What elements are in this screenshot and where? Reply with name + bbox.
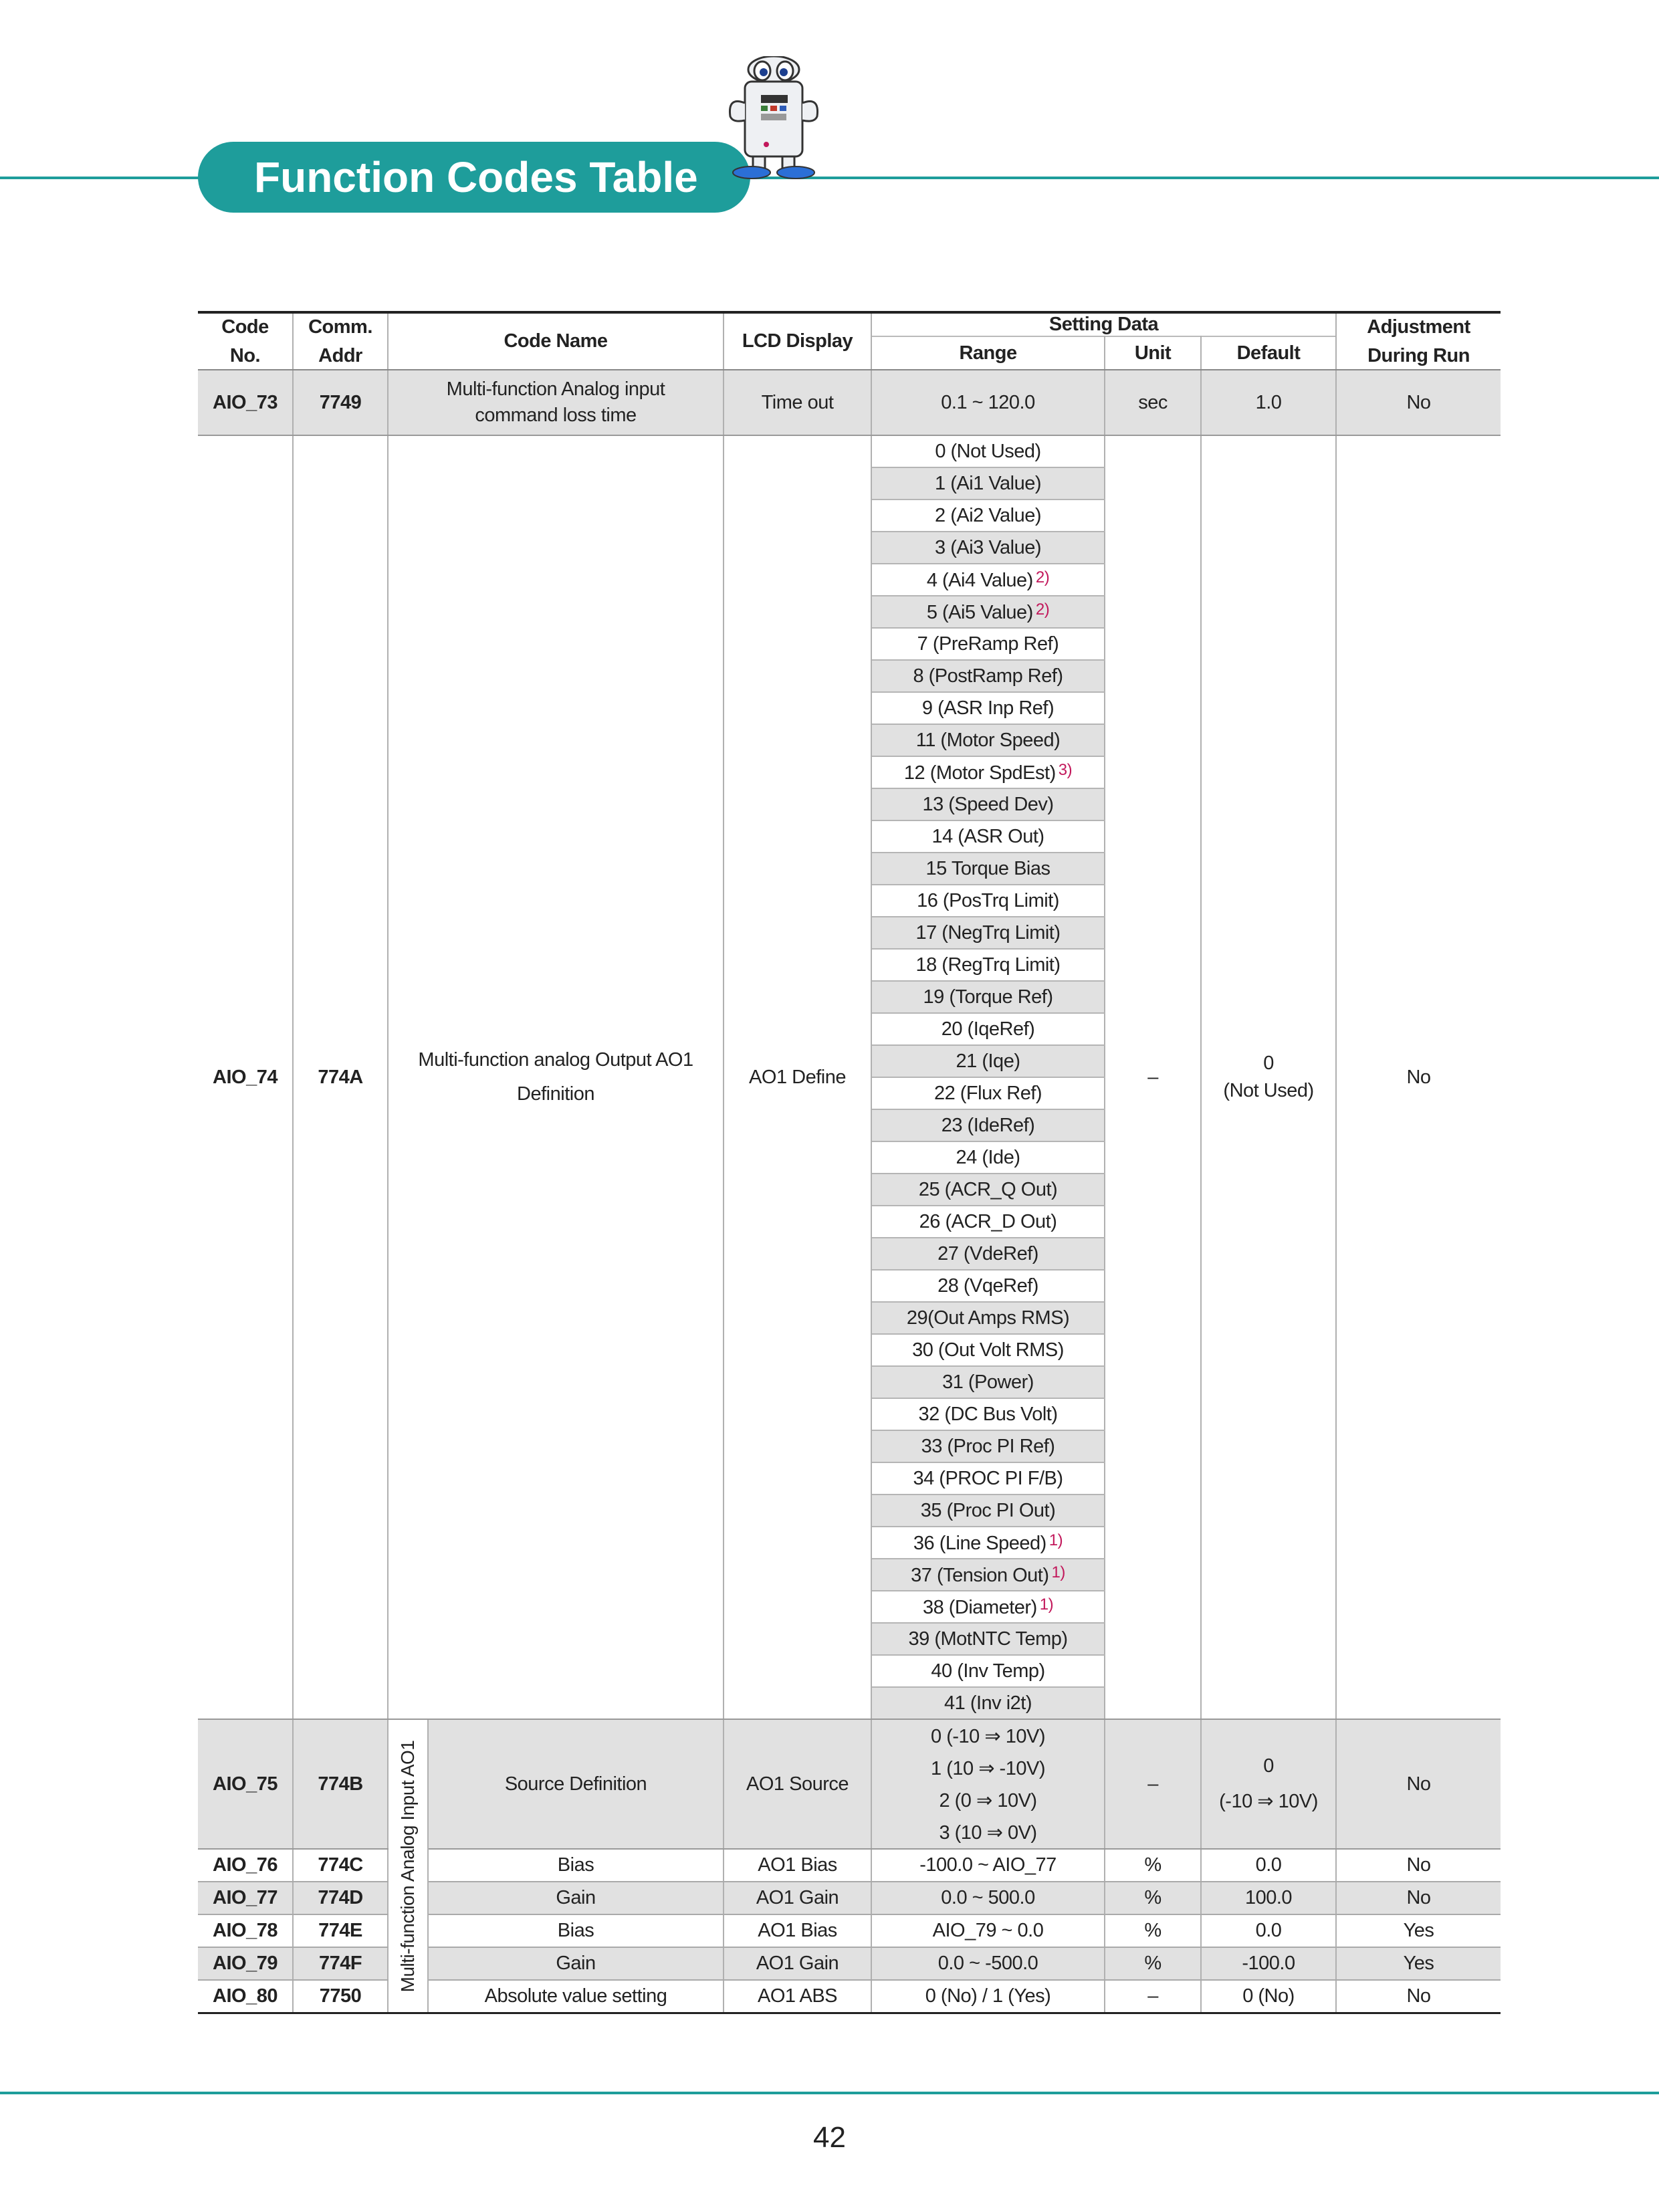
footnote-marker: 1) xyxy=(1051,1563,1065,1581)
addr-cell: 774A xyxy=(293,435,388,1719)
lcd-cell: AO1 Gain xyxy=(724,1947,871,1980)
name-cell: Multi-function analog Output AO1 Definition xyxy=(388,435,724,1719)
range-option: 1 (10 ⇒ -10V) xyxy=(871,1752,1105,1784)
adjustment-cell: No xyxy=(1336,1849,1501,1882)
unit-cell: – xyxy=(1105,435,1201,1719)
range-cell: 0 (No) / 1 (Yes) xyxy=(871,1980,1105,2013)
range-option: 4 (Ai4 Value) $^{2)}$ xyxy=(871,564,1105,596)
footnote-marker: 2) xyxy=(1035,568,1050,586)
lcd-cell: AO1 Bias xyxy=(724,1849,871,1882)
header-range: Range xyxy=(871,336,1105,370)
range-option: 15 Torque Bias xyxy=(871,853,1105,885)
range-option: 19 (Torque Ref) xyxy=(871,981,1105,1013)
range-option: 30 (Out Volt RMS) xyxy=(871,1334,1105,1366)
range-option: 21 (Iqe) xyxy=(871,1045,1105,1077)
range-option: 14 (ASR Out) xyxy=(871,820,1105,853)
name-cell: Source Definition xyxy=(428,1719,724,1849)
addr-cell: 7750 xyxy=(293,1980,388,2013)
unit-cell: – xyxy=(1105,1980,1201,2013)
lcd-cell: AO1 ABS xyxy=(724,1980,871,2013)
default-cell: 0.0 xyxy=(1201,1914,1336,1947)
range-option: 32 (DC Bus Volt) xyxy=(871,1398,1105,1430)
range-option: 3 (10 ⇒ 0V) xyxy=(871,1816,1105,1849)
range-option: 0 (Not Used) xyxy=(871,435,1105,467)
adjustment-cell: Yes xyxy=(1336,1914,1501,1947)
range-option: 35 (Proc PI Out) xyxy=(871,1495,1105,1527)
unit-cell: % xyxy=(1105,1849,1201,1882)
range-option: 17 (NegTrq Limit) xyxy=(871,917,1105,949)
unit-cell: % xyxy=(1105,1914,1201,1947)
code-cell: AIO_74 xyxy=(198,435,293,1719)
name-cell: Bias xyxy=(428,1849,724,1882)
range-option: 13 (Speed Dev) xyxy=(871,788,1105,820)
range-option: 24 (Ide) xyxy=(871,1141,1105,1174)
range-option: 29(Out Amps RMS) xyxy=(871,1302,1105,1334)
range-option: 25 (ACR_Q Out) xyxy=(871,1174,1105,1206)
code-cell: AIO_80 xyxy=(198,1980,293,2013)
addr-cell: 774D xyxy=(293,1882,388,1914)
table-row xyxy=(198,435,1501,467)
range-option: 39 (MotNTC Temp) xyxy=(871,1623,1105,1655)
range-cell: 0.1 ~ 120.0 xyxy=(871,370,1105,435)
range-option: 7 (PreRamp Ref) xyxy=(871,628,1105,660)
code-cell: AIO_78 xyxy=(198,1914,293,1947)
function-codes-table xyxy=(198,311,1501,2014)
adjustment-cell: No xyxy=(1336,370,1501,435)
adjustment-cell: No xyxy=(1336,1882,1501,1914)
name-cell: Gain xyxy=(428,1882,724,1914)
range-option: 37 (Tension Out) $^{1)}$ xyxy=(871,1559,1105,1591)
addr-cell: 774E xyxy=(293,1914,388,1947)
range-option: 11 (Motor Speed) xyxy=(871,724,1105,756)
header-default: Default xyxy=(1201,336,1336,370)
unit-cell: sec xyxy=(1105,370,1201,435)
table-row xyxy=(198,1719,1501,1752)
title-banner xyxy=(198,142,750,213)
range-option: 40 (Inv Temp) xyxy=(871,1655,1105,1687)
range-option: 36 (Line Speed) $^{1)}$ xyxy=(871,1527,1105,1559)
adjustment-cell: No xyxy=(1336,435,1501,1719)
header-setting-data: Setting Data xyxy=(871,312,1336,336)
default-cell: 100.0 xyxy=(1201,1882,1336,1914)
range-option: 33 (Proc PI Ref) xyxy=(871,1430,1105,1462)
range-option: 38 (Diameter) $^{1)}$ xyxy=(871,1591,1105,1623)
header-code-name: Code Name xyxy=(388,312,724,370)
unit-cell: – xyxy=(1105,1719,1201,1849)
footnote-marker: 3) xyxy=(1058,760,1073,779)
range-option: 41 (Inv i2t) xyxy=(871,1687,1105,1719)
default-cell: 0 (Not Used) xyxy=(1201,435,1336,1719)
code-cell: AIO_75 xyxy=(198,1719,293,1849)
range-option: 18 (RegTrq Limit) xyxy=(871,949,1105,981)
name-cell: Absolute value setting xyxy=(428,1980,724,2013)
range-option: 2 (0 ⇒ 10V) xyxy=(871,1784,1105,1816)
range-cell: -100.0 ~ AIO_77 xyxy=(871,1849,1105,1882)
header-unit: Unit xyxy=(1105,336,1201,370)
table-row xyxy=(198,370,1501,435)
default-cell: 0 (-10 ⇒ 10V) xyxy=(1201,1719,1336,1849)
adjustment-cell: No xyxy=(1336,1980,1501,2013)
addr-cell: 774C xyxy=(293,1849,388,1882)
default-cell: -100.0 xyxy=(1201,1947,1336,1980)
lcd-cell: AO1 Bias xyxy=(724,1914,871,1947)
code-cell: AIO_73 xyxy=(198,370,293,435)
lcd-cell: Time out xyxy=(724,370,871,435)
adjustment-cell: No xyxy=(1336,1719,1501,1849)
range-option: 20 (IqeRef) xyxy=(871,1013,1105,1045)
range-option: 12 (Motor SpdEst) $^{3)}$ xyxy=(871,756,1105,788)
range-option: 34 (PROC PI F/B) xyxy=(871,1462,1105,1495)
range-option: 26 (ACR_D Out) xyxy=(871,1206,1105,1238)
range-option: 3 (Ai3 Value) xyxy=(871,532,1105,564)
default-cell: 0 (No) xyxy=(1201,1980,1336,2013)
unit-cell: % xyxy=(1105,1882,1201,1914)
default-cell: 1.0 xyxy=(1201,370,1336,435)
group-label: Multi-function Analog Input AO1 xyxy=(397,1740,418,1992)
footnote-marker: 2) xyxy=(1035,600,1050,619)
name-cell: Gain xyxy=(428,1947,724,1980)
range-cell: 0.0 ~ -500.0 xyxy=(871,1947,1105,1980)
range-option: 8 (PostRamp Ref) xyxy=(871,660,1105,692)
range-option: 9 (ASR Inp Ref) xyxy=(871,692,1105,724)
header-lcd-display: LCD Display xyxy=(724,312,871,370)
default-cell: 0.0 xyxy=(1201,1849,1336,1882)
header-code-no: Code No. xyxy=(198,312,293,370)
range-option: 1 (Ai1 Value) xyxy=(871,467,1105,500)
range-option: 27 (VdeRef) xyxy=(871,1238,1105,1270)
addr-cell: 7749 xyxy=(293,370,388,435)
lcd-cell: AO1 Gain xyxy=(724,1882,871,1914)
header-comm-addr: Comm. Addr xyxy=(293,312,388,370)
group-label-cell xyxy=(388,1719,428,2013)
range-option: 22 (Flux Ref) xyxy=(871,1077,1105,1109)
header-adjustment: Adjustment During Run xyxy=(1336,312,1501,370)
lcd-cell: AO1 Define xyxy=(724,435,871,1719)
unit-cell: % xyxy=(1105,1947,1201,1980)
page-title: Function Codes Table xyxy=(254,153,698,201)
footnote-marker: 1) xyxy=(1048,1531,1063,1549)
range-option: 28 (VqeRef) xyxy=(871,1270,1105,1302)
footer-rule xyxy=(0,2092,1659,2094)
code-cell: AIO_79 xyxy=(198,1947,293,1980)
name-cell: Multi-function Analog input command loss time xyxy=(388,370,724,435)
range-option: 23 (IdeRef) xyxy=(871,1109,1105,1141)
adjustment-cell: Yes xyxy=(1336,1947,1501,1980)
range-option: 16 (PosTrq Limit) xyxy=(871,885,1105,917)
footnote-marker: 1) xyxy=(1039,1595,1054,1614)
mascot-icon xyxy=(724,56,824,180)
addr-cell: 774F xyxy=(293,1947,388,1980)
range-cell: AIO_79 ~ 0.0 xyxy=(871,1914,1105,1947)
name-cell: Bias xyxy=(428,1914,724,1947)
range-option: 0 (-10 ⇒ 10V) xyxy=(871,1719,1105,1752)
code-cell: AIO_77 xyxy=(198,1882,293,1914)
addr-cell: 774B xyxy=(293,1719,388,1849)
page-number: 42 xyxy=(813,2121,846,2154)
range-cell: 0.0 ~ 500.0 xyxy=(871,1882,1105,1914)
range-option: 2 (Ai2 Value) xyxy=(871,500,1105,532)
lcd-cell: AO1 Source xyxy=(724,1719,871,1849)
range-option: 31 (Power) xyxy=(871,1366,1105,1398)
code-cell: AIO_76 xyxy=(198,1849,293,1882)
range-option: 5 (Ai5 Value) $^{2)}$ xyxy=(871,596,1105,628)
